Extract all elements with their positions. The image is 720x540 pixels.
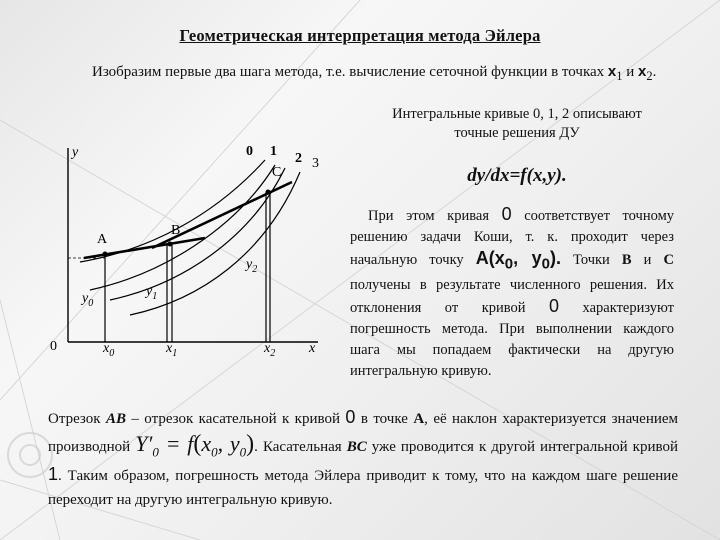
derivative-formula: $Y'_0 = f(x_0$, $y_0$)	[135, 430, 255, 459]
x0-label: $x_0$	[103, 341, 115, 359]
x1-label: $x_1$	[166, 341, 178, 359]
curve-label-0: 0	[246, 144, 253, 159]
origin-label: 0	[50, 339, 57, 354]
curve-label-2: 2	[295, 151, 302, 166]
tangent-bc	[152, 182, 292, 248]
y-axis-label: y	[72, 145, 79, 160]
x-axis-label: x	[309, 341, 316, 356]
page-title: Геометрическая интерпретация метода Эйлера	[179, 26, 541, 45]
integral-curves-note: Интегральные кривые 0, 1, 2 описывают точные решения ДУ	[392, 106, 642, 141]
intro-paragraph: Изобразим первые два шага метода, т.е. вычисление сеточной функции в точках $x_1$ и $x_2$.	[92, 63, 657, 83]
curve-label-1: 1	[270, 144, 277, 159]
point-a-marker	[103, 252, 108, 257]
point-c-label: C	[272, 165, 282, 180]
point-b-marker	[168, 242, 173, 247]
summary-paragraph: Отрезок AB – отрезок касательной к кривой 0 в точке A, её наклон характеризуется значением производной $Y'_0 = f(x_0$, $y_0$). Касательная BC уже проводится к другой интегральной кривой 1. Таким образом, погрешность метода Эйлера приводит к тому, что на каждом шаге решение переходит на другую интегральную кривую.	[48, 407, 679, 508]
y0-label: $y_0$	[82, 291, 94, 309]
y2-label: $y_2$	[246, 257, 258, 275]
differential-equation: dy/dx=f(x,y).	[467, 165, 567, 186]
curve-label-3: 3	[312, 156, 319, 171]
y1-label: $y_1$	[146, 284, 158, 302]
point-b-label: B	[171, 223, 181, 238]
point-a-label: A	[97, 232, 108, 247]
explanation-paragraph: При этом кривая 0 соответствует точному решению задачи Коши, т. к. проходит через начальную точку $A(x_0$, $y_0$). Точки B и C получены в результате численного решения. Их отклонения от кривой 0 характеризуют погрешность метода. При выполнении каждого шага мы попадаем фактически на другую интегральную кривую.	[350, 204, 674, 379]
x2-label: $x_2$	[264, 341, 276, 359]
point-c-marker	[266, 190, 271, 195]
